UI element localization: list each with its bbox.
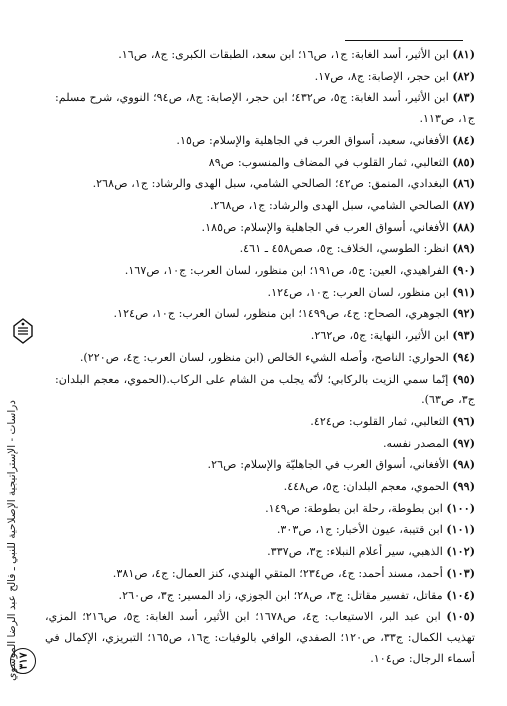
footnote (0, 152, 475, 174)
footnote-text: ابن الأثير، أسد الغابة: ج٥، ص٤٣٢؛ ابن حجر، الإصابة: ج٨، ص٩٤؛ النووي، شرح مسلم: ج١، ص١١٣. (55, 91, 475, 126)
footnotes-list (0, 44, 475, 669)
footnote (0, 325, 475, 347)
footnote-text: الذهبي، سير أعلام النبلاء: ج٣، ص٣٣٧. (267, 545, 443, 559)
footnote (0, 369, 475, 411)
footnote-number: (٨٤) (452, 132, 475, 147)
footnote-text: ابن الأثير، أسد الغابة: ج١، ص١٦؛ ابن سعد، الطبقات الكبرى: ج٨، ص١٦. (118, 48, 449, 61)
footnote (0, 347, 475, 369)
footnote-text: ابن قتيبة، عيون الأخبار: ج١، ص٣٠٣. (276, 523, 443, 537)
footnote-text: ابن عبد البر، الاستيعاب: ج٤، ص١٦٧٨؛ ابن الأثير، أسد الغابة: ج٥، ص٢١٦؛ المزي، تهذيب الكمال: ج٣٣، ص١٢٠؛ الصفدي، الوافي بالوفيات: ج١٦، ص١٦٥؛ التبريزي، الإكمال في أسماء الرجال: ص١٠٤. (45, 610, 475, 665)
footnote-text: ابن بطوطة، رحلة ابن بطوطة: ص١٤٩. (265, 501, 443, 515)
footnote-number: (١٠٣) (446, 565, 475, 580)
footnote-text: ابن الأثير، النهاية: ج٥، ص٢٦٢. (310, 329, 449, 343)
footnote (0, 195, 475, 217)
footnote-number: (٩٠) (452, 263, 475, 278)
footnote (0, 563, 475, 585)
footnote (0, 44, 475, 66)
footnote-text: الفراهيدي، العين: ج٥، ص١٩١؛ ابن منظور، لسان العرب: ج١٠، ص١٦٧. (124, 264, 449, 278)
footnote-text: مقاتل، تفسير مقاتل: ج٣، ص٢٨؛ ابن الجوزي، زاد المسير: ج٣، ص٢٦٠. (118, 588, 443, 602)
footnote-text: الأفغاني، سعيد، أسواق العرب في الجاهلية والإسلام: ص١٥. (176, 133, 449, 147)
footnote (0, 606, 475, 669)
running-title: دراسات - الإستراتيجية الإصلاحية للنبي ـ فالح عبد الرضا الموسوي (6, 400, 18, 681)
footnote (0, 519, 475, 541)
footnote-number: (٩٤) (452, 349, 475, 364)
footnote-number: (٨١) (452, 47, 475, 61)
footnote-text: الثعالبي، ثمار القلوب: ص٤٢٤. (310, 414, 449, 428)
footnote-number: (٨٩) (452, 241, 475, 256)
footnote-number: (٨٥) (452, 154, 475, 169)
footnote (0, 130, 475, 152)
footnote-number: (٩٣) (452, 328, 475, 343)
footnote-number: (٩٦) (452, 413, 475, 428)
footnote-text: إنّما سمي الزيت بالركابي؛ لأنّه يجلب من الشام على الركاب.(الحموي، معجم البلدان: ج٣، ص٦٣). (55, 372, 475, 407)
footnote-number: (١٠٥) (446, 609, 475, 624)
page-number: ٣١٧ (17, 652, 30, 670)
footnote (0, 498, 475, 520)
footnote-number: (٩٩) (452, 479, 475, 494)
footnote-text: البغدادي، المنمق: ص٤٢؛ الصالحي الشامي، سبل الهدى والرشاد: ج١، ص٢٦٨. (92, 177, 449, 191)
footnote-number: (٨٣) (452, 90, 475, 105)
footnote-number: (٨٦) (452, 176, 475, 191)
footnote-text: الثعالبي، ثمار القلوب في المضاف والمنسوب: ص٨٩ (208, 155, 449, 169)
footnote (0, 454, 475, 476)
footnote-text: الحواري: الناصح، وأصله الشيء الخالص (ابن منظور، لسان العرب: ج٤، ص٢٢٠). (79, 350, 449, 364)
footnote-number: (٨٧) (452, 197, 475, 212)
footnote-text: الأفغاني، أسواق العرب في الجاهليّة والإسلام: ص٢٦. (207, 458, 449, 472)
footnote-number: (٩٨) (452, 457, 475, 472)
footnote-text: ابن منظور، لسان العرب: ج١٠، ص١٢٤. (267, 285, 449, 299)
footnote-number: (١٠٢) (446, 544, 475, 559)
footnote-number: (٩١) (452, 284, 475, 299)
footnote-text: أحمد، مسند أحمد: ج٤، ص٢٣٤؛ المتقي الهندي، كنز العمال: ج٤، ص٣٨١. (112, 566, 443, 580)
footnote (0, 66, 475, 88)
footnote-number: (١٠٠) (446, 500, 475, 515)
footnote-number: (١٠١) (446, 522, 475, 537)
footnote-text: المصدر نفسه. (382, 436, 449, 450)
footnote (0, 541, 475, 563)
footnote-text: ابن حجر، الإصابة: ج٨، ص١٧. (314, 69, 449, 83)
footnote (0, 476, 475, 498)
footnote (0, 173, 475, 195)
footnote (0, 87, 475, 129)
footnote (0, 585, 475, 607)
footnote-number: (٩٧) (452, 435, 475, 450)
footnote (0, 433, 475, 455)
footnote-text: الجوهري، الصحاح: ج٤، ص١٤٩٩؛ ابن منظور، لسان العرب: ج١٠، ص١٢٤. (113, 307, 449, 321)
footnote (0, 238, 475, 260)
footnote-text: الأفغاني، أسواق العرب في الجاهلية والإسلام: ص١٨٥. (201, 220, 449, 234)
footnote-number: (٩٢) (452, 306, 475, 321)
footnote (0, 411, 475, 433)
footnote-text: الصالحي الشامي، سبل الهدى والرشاد: ج١، ص٢٦٨. (209, 198, 449, 212)
footnote (0, 260, 475, 282)
footnote (0, 217, 475, 239)
footnote-number: (٨٢) (452, 68, 475, 83)
footnote (0, 282, 475, 304)
footnote-separator-line (345, 40, 463, 41)
footnote-text: انظر: الطوسي، الخلاف: ج٥، صص٤٥٨ ـ ٤٦١. (239, 242, 449, 256)
footnote-text: الحموي، معجم البلدان: ج٥، ص٤٤٨. (283, 480, 449, 494)
footnote-number: (٩٥) (452, 371, 475, 386)
footnote-number: (٨٨) (452, 219, 475, 234)
footnote-number: (١٠٤) (446, 587, 475, 602)
footnote (0, 303, 475, 325)
